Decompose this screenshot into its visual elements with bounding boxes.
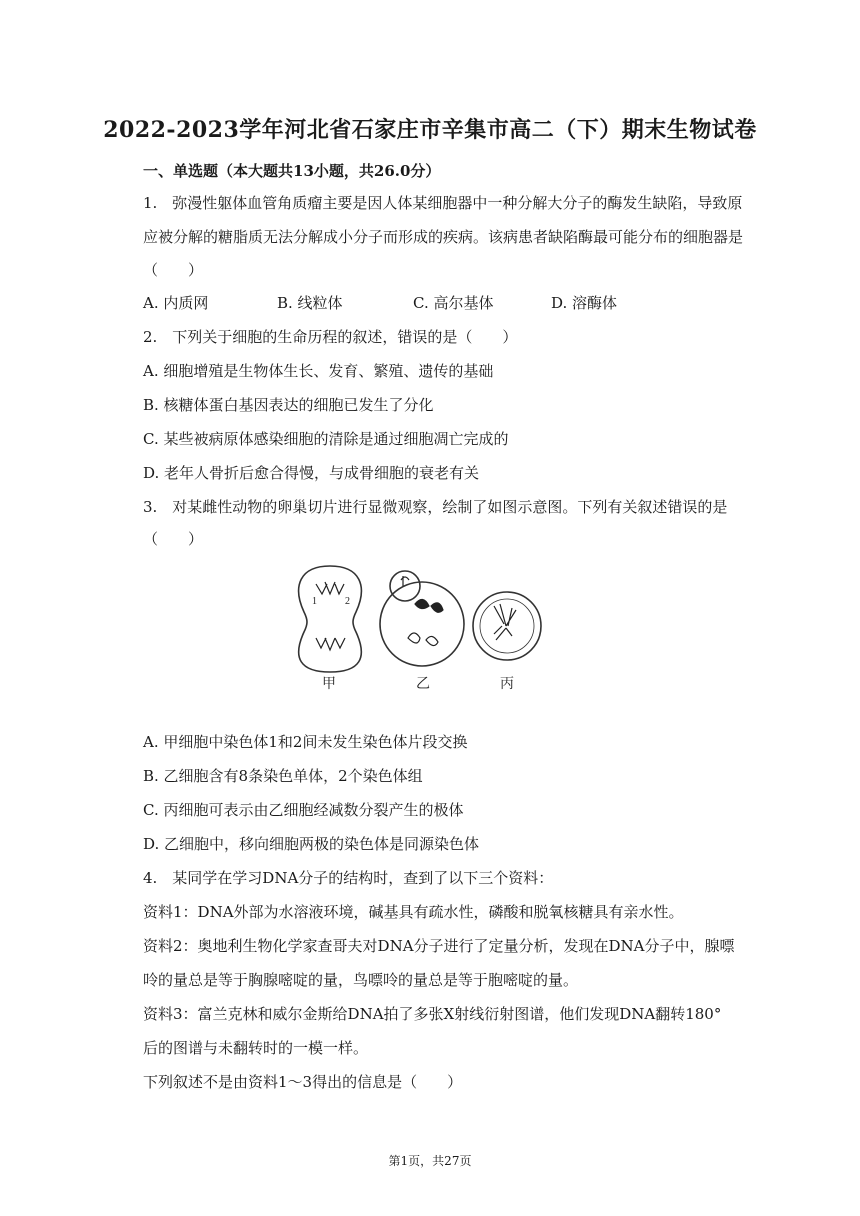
- q4-question: 下列叙述不是由资料1～3得出的信息是（ ）: [143, 1073, 463, 1091]
- chromosome-label-1: 1: [312, 596, 317, 607]
- q3-option-a: A. 甲细胞中染色体1和2间未发生染色体片段交换: [143, 733, 468, 751]
- q1-stem-line1: 1. 弥漫性躯体血管角质瘤主要是因人体某细胞器中一种分解大分子的酶发生缺陷，导致原: [143, 194, 743, 212]
- page-footer: 第1页，共27页: [388, 1154, 472, 1168]
- cell-bing-outline: [473, 592, 541, 660]
- cell-division-figure: [290, 560, 552, 692]
- q3-option-d: D. 乙细胞中，移向细胞两极的染色体是同源染色体: [143, 835, 480, 853]
- q4-stem: 4. 某同学在学习DNA分子的结构时，查到了以下三个资料：: [143, 869, 554, 887]
- q4-material-2-line1: 资料2：奥地利生物化学家查哥夫对DNA分子进行了定量分析，发现在DNA分子中，腺嘌: [143, 937, 735, 955]
- q1-option-d: D. 溶酶体: [551, 294, 618, 312]
- q1-option-b: B. 线粒体: [277, 294, 343, 312]
- section-heading: 一、单选题（本大题共13小题，共26.0分）: [143, 162, 441, 180]
- q1-stem-line2: 应被分解的糖脂质无法分解成小分子而形成的疾病。该病患者缺陷酶最可能分布的细胞器是: [143, 228, 744, 246]
- figure-label-yi: 乙: [416, 676, 430, 692]
- q1-options: [143, 292, 763, 312]
- cell-jia-outline: [299, 566, 362, 672]
- q3-option-b: B. 乙细胞含有8条染色单体，2个染色体组: [143, 767, 423, 785]
- q4-material-1: 资料1：DNA外部为水溶液环境，碱基具有疏水性，磷酸和脱氧核糖具有亲水性。: [143, 903, 684, 921]
- q1-option-c: C. 高尔基体: [413, 294, 494, 312]
- page-title: 2022-2023学年河北省石家庄市辛集市高二（下）期末生物试卷: [103, 117, 757, 143]
- chromosome-label-2: 2: [345, 596, 350, 607]
- q2-option-a: A. 细胞增殖是生物体生长、发育、繁殖、遗传的基础: [143, 362, 494, 380]
- figure-label-bing: 丙: [500, 676, 514, 692]
- q1-stem-line3: （ ）: [143, 261, 204, 279]
- q1-option-a: A. 内质网: [143, 294, 209, 312]
- q2-option-d: D. 老年人骨折后愈合得慢，与成骨细胞的衰老有关: [143, 464, 480, 482]
- figure-label-jia: 甲: [322, 676, 336, 692]
- q3-option-c: C. 丙细胞可表示由乙细胞经减数分裂产生的极体: [143, 801, 464, 819]
- q2-option-b: B. 核糖体蛋白基因表达的细胞已发生了分化: [143, 396, 434, 414]
- q4-material-3-line1: 资料3：富兰克林和威尔金斯给DNA拍了多张X射线衍射图谱，他们发现DNA翻转180°: [143, 1005, 722, 1023]
- q4-material-3-line2: 后的图谱与未翻转时的一模一样。: [143, 1039, 369, 1057]
- q2-option-c: C. 某些被病原体感染细胞的清除是通过细胞凋亡完成的: [143, 430, 509, 448]
- q4-material-2-line2: 呤的量总是等于胸腺嘧啶的量，鸟嘌呤的量总是等于胞嘧啶的量。: [143, 971, 579, 989]
- q2-stem: 2. 下列关于细胞的生命历程的叙述，错误的是（ ）: [143, 328, 518, 346]
- q3-stem-line2: （ ）: [143, 530, 204, 548]
- q3-stem-line1: 3. 对某雌性动物的卵巢切片进行显微观察，绘制了如图示意图。下列有关叙述错误的是: [143, 498, 728, 516]
